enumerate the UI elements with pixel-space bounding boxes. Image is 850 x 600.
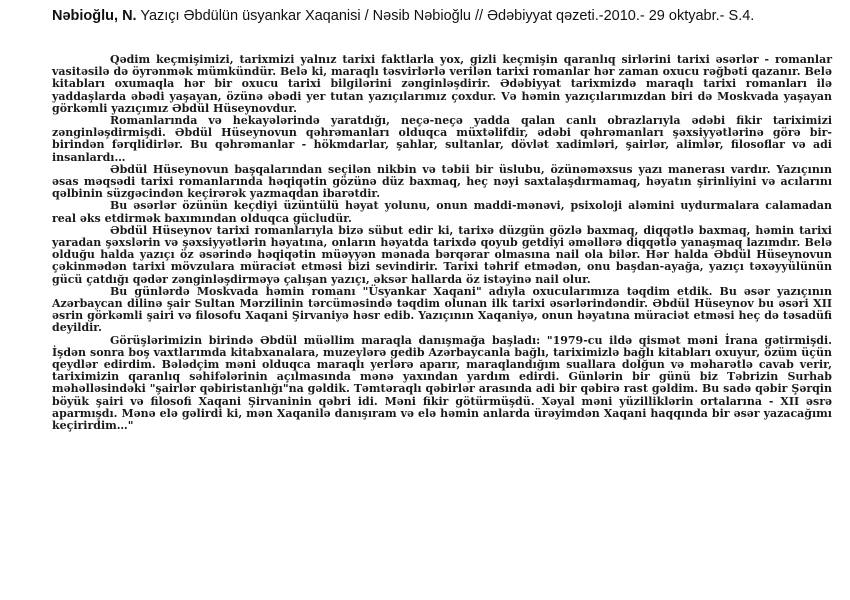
paragraph: Görüşlərimizin birində Əbdül müəllim maraqla danışmağa başladı: "1979-cu ildə qismət məni İrana gətirmişdi. İşdən sonra boş vaxtlarımda kitabxanalara, muzeylərə gedib Azərbaycanla bağlı, tariximizlə bağlı kitabları oxuyur, özüm üçün qeydlər edirdim. Bələdçim məni olduqca maraqlı yerlərə aparır, maraqlandığım suallara dolğun və məharətlə cavab verir, tariximizin qaranlıq səhifələrinin açılmasında mənə yaxından yardım edirdi. Günlərin bir günü biz Təbrizin Surhab məhəlləsindəki "şairlər qəbiristanlığı"na gəldik. Təmtəraqlı qəbirlər arasında adi bir qəbirə rast gəldim. Bu sadə qəbir Şərqin böyük şairi və filosofi Xaqani Şirvaninin qəbri idi. Məni fikir götürmüşdü. Xəyal məni yüzilliklərin ortalarına - XII əsrə aparmışdı. Mənə elə gəlirdi ki, mən Xaqanilə danışıram və elə həmin anlarda ürəyimdən Xaqani haqqında bir əsər yazacağımı keçirirdim…" (52, 333, 832, 433)
paragraph: Əbdül Hüseynov tarixi romanlarıyla bizə sübut edir ki, tarixə düzgün gözlə baxmaq, diqqətlə baxmaq, həmin tarixi yaradan şəxslərin və şəxsiyyətlərin həyatına, onların həyatda tarixdə qoyub getdiyi əməllərə diqqətlə yanaşmaq lazımdır. Belə olduğu halda yazıçı öz əsərində həqiqətin müəyyən mənada bərqərar olmasına nail ola bilər. Hər halda Əbdül Hüseynovun çəkinmədən tarixi mövzulara müraciət etməsi bizi sevindirir. Tarixi təhrif etmədən, onu başdan-ayağa, yazıçı təxəyyülünün gücü çatdığı qədər zənginləşdirməyə çalışan yazıçı, əksər hallarda öz istəyinə nail olur. (52, 223, 832, 286)
paragraph: Bu günlərdə Moskvada həmin romanı "Üsyankar Xaqani" adıyla oxucularımıza təqdim etdik. Bu əsər yazıçının Azərbaycan dilinə şair Sultan Mərzilinin tərcüməsində təqdim olunan ilk tarixi əsərlərindəndir. Əbdül Hüseynov bu əsəri XII əsrin görkəmli şairi və filosofu Xaqani Şirvaniyə həsr edib. Yazıçının Xaqaniyə, onun həyatına müraciət etməsi heç də təsadüfi deyildir. (52, 284, 832, 335)
paragraph: Romanlarında və hekayələrində yaratdığı, neçə-neçə yadda qalan canlı obrazlarıyla ədəbi fikir tariximizi zənginləşdirmişdi. Əbdül Hüseynovun qəhrəmanları olduqca müxtəlifdir, ədəbi qəhrəmanları şəxsiyyətlərinə görə bir-birindən fərqlidirlər. Bu qəhrəmanlar - hökmdarlar, şahlar, sultanlar, dövlət xadimləri, şairlər, alimlər, filosoflar və adi insanlardı… (52, 114, 832, 164)
paragraph: Əbdül Hüseynovun başqalarından seçilən nikbin və təbii bir üslubu, özünəməxsus yazı manerası vardır. Yazıçının əsas məqsədi tarixi romanlarında həqiqətin gözünə düz baxmaq, heç nəyi saxtalaşdırmamaq, həyatın şirinliyini və acılarını qəlbinin süzgəcindən keçirərək yazmaqdan ibarətdir. (52, 162, 832, 201)
citation-author: Nəbioğlu, N. (52, 8, 137, 24)
citation-header (52, 8, 832, 25)
paragraph: Bu əsərlər özünün keçdiyi üzüntülü həyat yolunu, onun maddi-mənəvi, psixoloji aləmini uydurmalara calamadan real əks etdirmək baxımından olduqca gücludür. (52, 199, 832, 225)
citation-text: Yazıçı Əbdülün üsyankar Xaqanisi / Nəsib Nəbioğlu // Ədəbiyyat qəzeti.-2010.- 29 oktyabr.- S.4. (136, 8, 755, 24)
article-body (52, 54, 832, 432)
paragraph: Qədim keçmişimizi, tarixmizi yalnız tarixi faktlarla yox, gizli keçmişin qaranlıq sirlərini tarixi əsərlər - romanlar vasitəsilə də öyrənmək mümkündür. Belə ki, maraqlı təsvirlərlə verilən tarixi romanlar hər zaman oxucu rəğbəti qazanır. Belə kitabları oxumaqla hər bir oxucu tarixi bilgilərini zənginləşdirir. Ədəbiyyat tarixmizdə maraqlı tarixi romanları ilə yaddaşlarda əbədi yaşayan, özünə əbədi yer tutan yazıçılarımız çoxdur. Və həmin yazıçılarımızdan biri də Moskvada yaşayan görkəmli yazıçımız Əbdül Hüseynovdur. (52, 53, 832, 115)
